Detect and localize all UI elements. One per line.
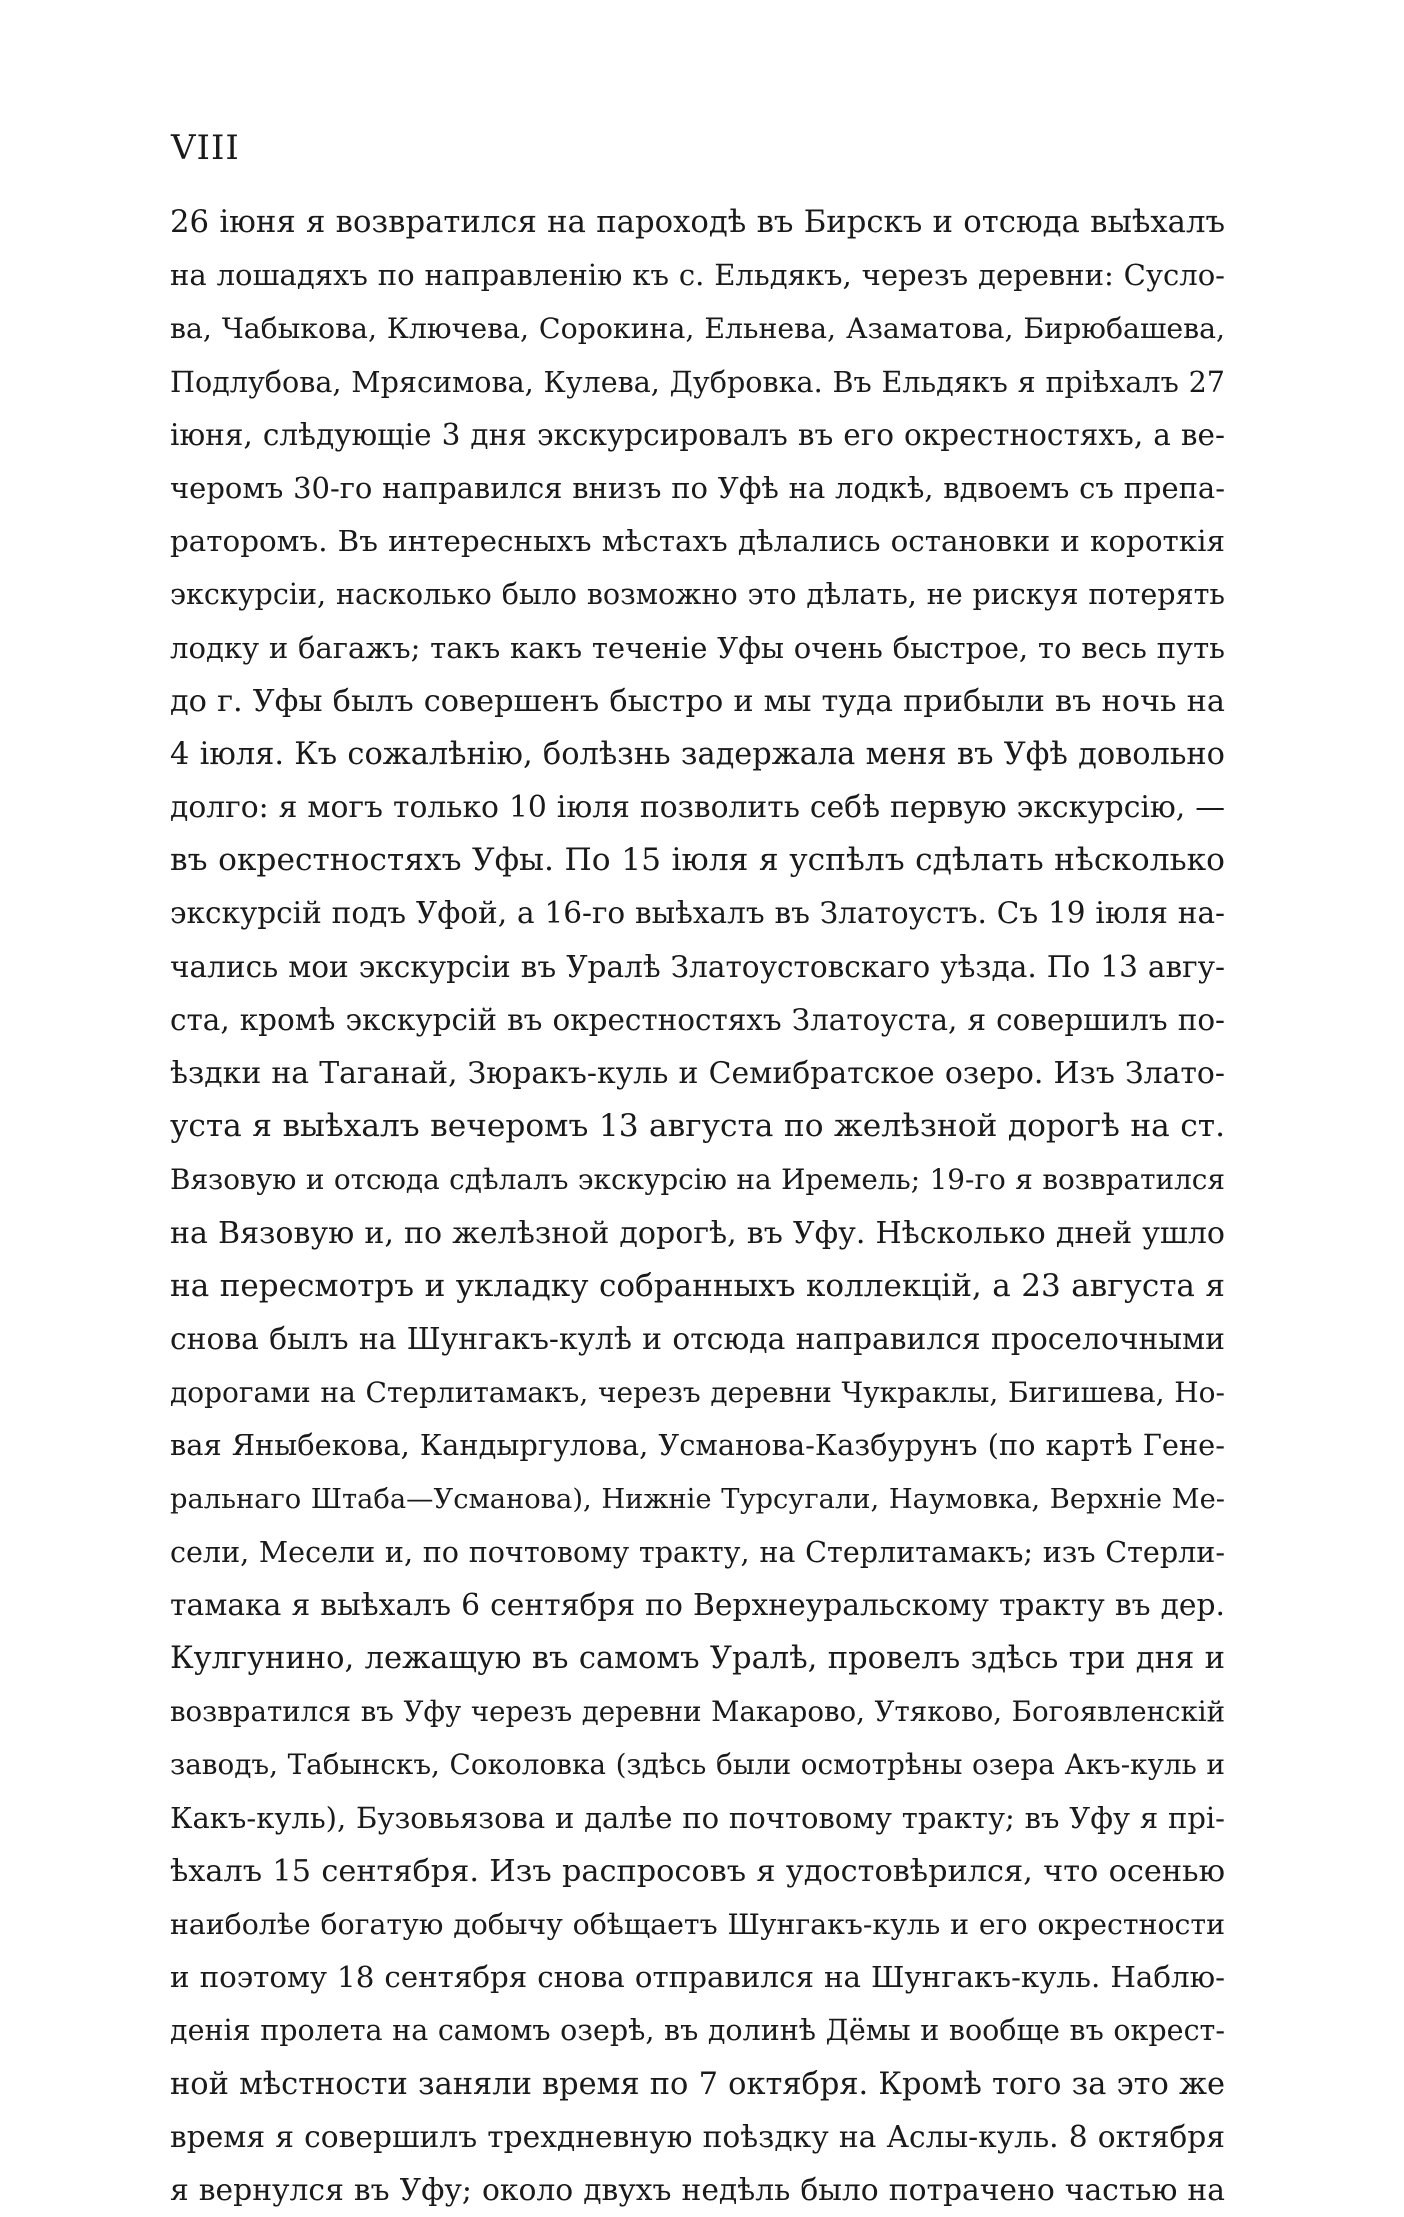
- text-line: ста, кромѣ экскурсій въ окрестностяхъ Златоуста, я совершилъ по-: [170, 1002, 1225, 1037]
- text-line: денія пролета на самомъ озерѣ, въ долинѣ Дёмы и вообще въ окрест-: [170, 2013, 1225, 2048]
- text-line: сели, Месели и, по почтовому тракту, на Стерлитамакъ; изъ Стерли-: [170, 1534, 1225, 1569]
- text-line: дорогами на Стерлитамакъ, черезъ деревни Чукраклы, Бигишева, Но-: [170, 1376, 1225, 1410]
- text-line: ральнаго Штаба—Усманова), Нижніе Турсугали, Наумовка, Верхніе Ме-: [170, 1483, 1225, 1515]
- text-line: время я совершилъ трехдневную поѣздку на Аслы-куль. 8 октября: [170, 2119, 1225, 2155]
- text-line: экскурсій подъ Уфой, а 16-го выѣхалъ въ Златоустъ. Съ 19 іюля на-: [170, 896, 1225, 931]
- text-line: заводъ, Табынскъ, Соколовка (здѣсь были осмотрѣны озера Акъ-куль и: [170, 1748, 1225, 1782]
- page-number: VIII: [171, 128, 240, 168]
- text-line: Подлубова, Мрясимова, Кулева, Дубровка. Въ Ельдякъ я пріѣхалъ 27: [170, 364, 1225, 399]
- text-line: возвратился въ Уфу черезъ деревни Макарово, Утяково, Богоявленскій: [170, 1695, 1225, 1729]
- text-line: наиболѣе богатую добычу обѣщаетъ Шунгакъ-куль и его окрестности: [170, 1908, 1225, 1941]
- text-line: на пересмотръ и укладку собранныхъ коллекцій, а 23 августа я: [170, 1267, 1225, 1304]
- text-line: я вернулся въ Уфу; около двухъ недѣль было потрачено частью на: [170, 2172, 1225, 2208]
- text-line: лодку и багажъ; такъ какъ теченіе Уфы очень быстрое, то весь путь: [170, 630, 1225, 665]
- text-line: чались мои экскурсіи въ Уралѣ Златоустовскаго уѣзда. По 13 авгу-: [170, 949, 1225, 984]
- text-line: до г. Уфы былъ совершенъ быстро и мы туда прибыли въ ночь на: [170, 683, 1225, 719]
- text-line: ной мѣстности заняли время по 7 октября. Кромѣ того за это же: [170, 2066, 1225, 2102]
- body-text: [170, 196, 1225, 2217]
- text-line: долго: я могъ только 10 іюля позволить себѣ первую экскурсію, —: [170, 790, 1225, 826]
- text-line: тамака я выѣхалъ 6 сентября по Верхнеуральскому тракту въ дер.: [170, 1587, 1225, 1623]
- text-line: въ окрестностяхъ Уфы. По 15 іюля я успѣлъ сдѣлать нѣсколько: [170, 842, 1225, 879]
- text-line: ва, Чабыкова, Ключева, Сорокина, Ельнева, Азаматова, Бирюбашева,: [170, 312, 1225, 346]
- text-line: Кулгунино, лежащую въ самомъ Уралѣ, провелъ здѣсь три дня и: [170, 1641, 1225, 1677]
- text-line: уста я выѣхалъ вечеромъ 13 августа по желѣзной дорогѣ на ст.: [170, 1108, 1225, 1145]
- text-line: вая Яныбекова, Кандыргулова, Усманова-Казбурунъ (по картѣ Гене-: [170, 1428, 1225, 1463]
- text-line: 26 іюня я возвратился на пароходѣ въ Бирскъ и отсюда выѣхалъ: [170, 205, 1225, 240]
- text-line: 4 іюля. Къ сожалѣнію, болѣзнь задержала меня въ Уфѣ довольно: [170, 736, 1225, 772]
- text-line: іюня, слѣдующіе 3 дня экскурсировалъ въ его окрестностяхъ, а ве-: [170, 417, 1225, 452]
- text-line: ѣхалъ 15 сентября. Изъ распросовъ я удостовѣрился, что осенью: [170, 1853, 1225, 1889]
- text-line: Какъ-куль), Бузовьязова и далѣе по почтовому тракту; въ Уфу я прі-: [170, 1800, 1225, 1835]
- text-line: черомъ 30-го направился внизъ по Уфѣ на лодкѣ, вдвоемъ съ препа-: [170, 470, 1225, 505]
- text-line: экскурсіи, насколько было возможно это дѣлать, не рискуя потерять: [170, 577, 1225, 612]
- text-line: Вязовую и отсюда сдѣлалъ экскурсію на Иремель; 19-го я возвратился: [170, 1163, 1225, 1197]
- text-line: ѣздки на Таганай, Зюракъ-куль и Семибратское озеро. Изъ Злато-: [170, 1056, 1225, 1091]
- text-line: раторомъ. Въ интересныхъ мѣстахъ дѣлались остановки и короткія: [170, 524, 1225, 559]
- text-line: снова былъ на Шунгакъ-кулѣ и отсюда направился проселочными: [170, 1321, 1225, 1357]
- text-line: и поэтому 18 сентября снова отправился на Шунгакъ-куль. Наблю-: [170, 1960, 1225, 1995]
- text-line: на лошадяхъ по направленію къ с. Ельдякъ, черезъ деревни: Сусло-: [170, 258, 1225, 293]
- text-line: на Вязовую и, по желѣзной дорогѣ, въ Уфу. Нѣсколько дней ушло: [170, 1215, 1225, 1251]
